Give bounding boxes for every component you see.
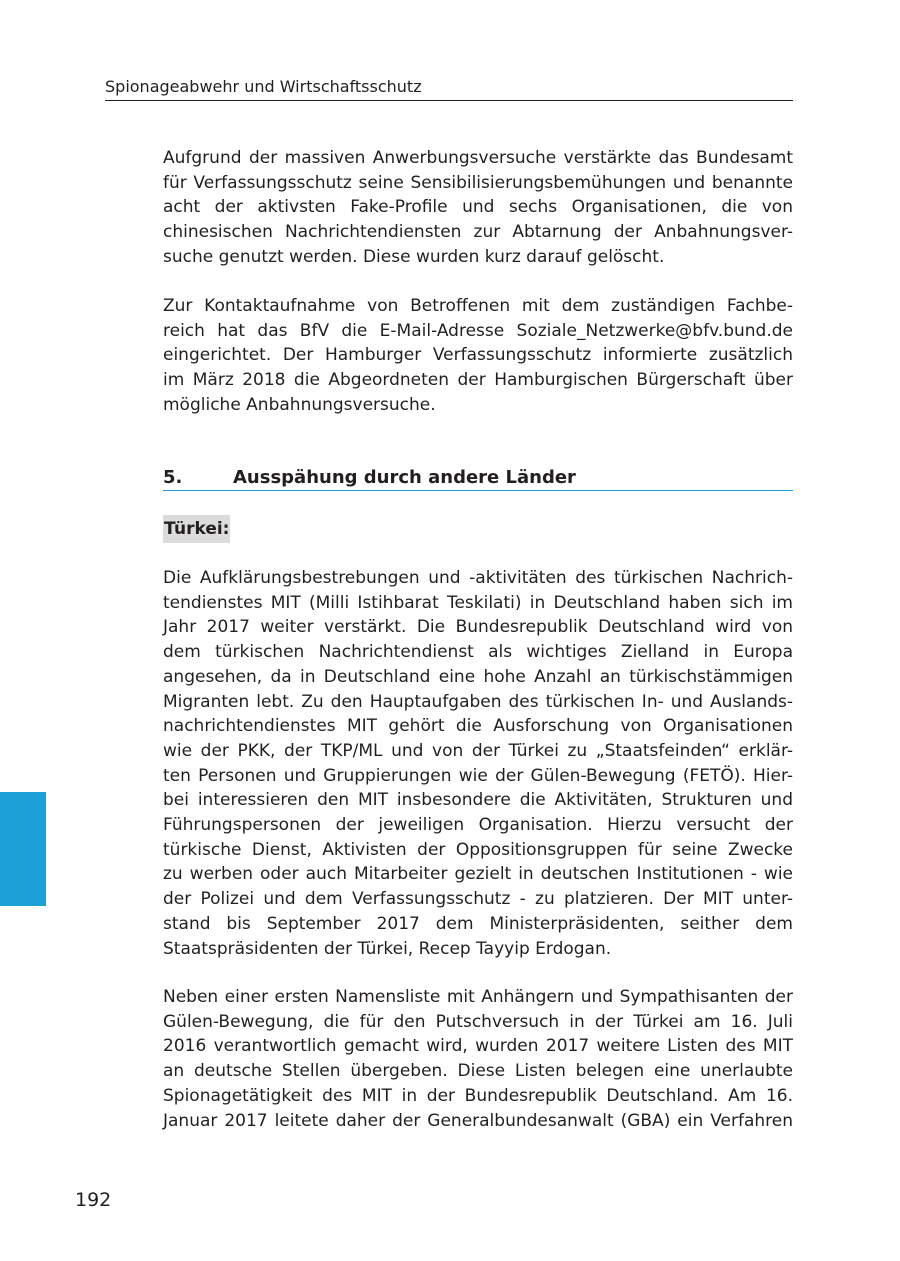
section-heading <box>163 466 793 491</box>
subheading-tuerkei: Türkei: <box>163 515 230 543</box>
text-line: Führungspersonen der jeweiligen Organisation. Hierzu versucht der <box>163 815 793 836</box>
text-line: Migranten lebt. Zu den Hauptaufgaben des türkischen In- und Auslands- <box>163 691 793 712</box>
paragraph-4 <box>163 985 793 1133</box>
header-rule <box>105 100 793 101</box>
text-line: Die Aufklärungsbestrebungen und -aktivitäten des türkischen Nachrich- <box>163 568 793 588</box>
text-line: Gülen-Bewegung, die für den Putschversuch in der Türkei am 16. Juli <box>163 1011 793 1032</box>
text-line: Spionagetätigkeit des MIT in der Bundesrepublik Deutschland. Am 16. <box>163 1085 793 1106</box>
text-line: 2016 verantwortlich gemacht wird, wurden 2017 weitere Listen des MIT <box>163 1036 793 1057</box>
text-line: Staatspräsidenten der Türkei, Recep Tayyip Erdogan. <box>163 938 612 959</box>
text-line: acht der aktivsten Fake-Profile und sechs Organisationen, die von <box>163 197 793 218</box>
page-number: 192 <box>75 1189 112 1211</box>
text-line: Jahr 2017 weiter verstärkt. Die Bundesrepublik Deutschland wird von <box>163 617 793 638</box>
text-line: Zur Kontaktaufnahme von Betroffenen mit dem zuständigen Fachbe- <box>163 296 793 316</box>
text-line: im März 2018 die Abgeordneten der Hamburgischen Bürgerschaft über <box>163 370 793 391</box>
text-line: zu werben oder auch Mitarbeiter gezielt in deutschen Institutionen - wie <box>163 864 793 885</box>
text-line: mögliche Anbahnungsversuche. <box>163 394 436 415</box>
text-line: Januar 2017 leitete daher der Generalbundesanwalt (GBA) ein Verfahren <box>163 1110 793 1131</box>
text-line: tendienstes MIT (Milli Istihbarat Teskilati) in Deutschland haben sich im <box>163 592 793 613</box>
text-line: eingerichtet. Der Hamburger Verfassungsschutz informierte zusätzlich <box>163 345 793 366</box>
chapter-side-tab <box>0 792 46 906</box>
paragraph-2 <box>163 294 793 418</box>
paragraph-3 <box>163 566 793 961</box>
section-number: 5. <box>163 467 183 488</box>
text-line: angesehen, da in Deutschland eine hohe Anzahl an türkischstämmigen <box>163 666 793 687</box>
text-line: der Polizei und dem Verfassungsschutz - zu platzieren. Der MIT unter- <box>163 889 793 910</box>
text-line: stand bis September 2017 dem Ministerpräsidenten, seither dem <box>163 913 793 934</box>
running-header: Spionageabwehr und Wirtschaftsschutz <box>105 77 422 96</box>
text-line: dem türkischen Nachrichtendienst als wichtiges Zielland in Europa <box>163 642 793 663</box>
text-line: nachrichtendienstes MIT gehört die Ausforschung von Organisationen <box>163 716 793 737</box>
text-line: wie der PKK, der TKP/ML und von der Türkei zu „Staatsfeinden“ erklär- <box>163 740 793 761</box>
text-line: ten Personen und Gruppierungen wie der Gülen-Bewegung (FETÖ). Hier- <box>163 765 793 786</box>
text-line: an deutsche Stellen übergeben. Diese Listen belegen eine unerlaubte <box>163 1061 793 1082</box>
text-line: Aufgrund der massiven Anwerbungsversuche verstärkte das Bundesamt <box>163 148 793 168</box>
section-title: Ausspähung durch andere Länder <box>233 467 576 488</box>
paragraph-1 <box>163 146 793 270</box>
text-line: reich hat das BfV die E-Mail-Adresse Soziale_Netzwerke@bfv.bund.de <box>163 320 793 341</box>
text-line: türkische Dienst, Aktivisten der Oppositionsgruppen für seine Zwecke <box>163 839 793 860</box>
text-line: Neben einer ersten Namensliste mit Anhängern und Sympathisanten der <box>163 987 793 1007</box>
text-line: chinesischen Nachrichtendiensten zur Abtarnung der Anbahnungsver- <box>163 222 793 243</box>
text-line: bei interessieren den MIT insbesondere die Aktivitäten, Strukturen und <box>163 790 793 811</box>
text-line: suche genutzt werden. Diese wurden kurz darauf gelöscht. <box>163 246 665 267</box>
text-line: für Verfassungsschutz seine Sensibilisierungsbemühungen und benannte <box>163 172 793 193</box>
